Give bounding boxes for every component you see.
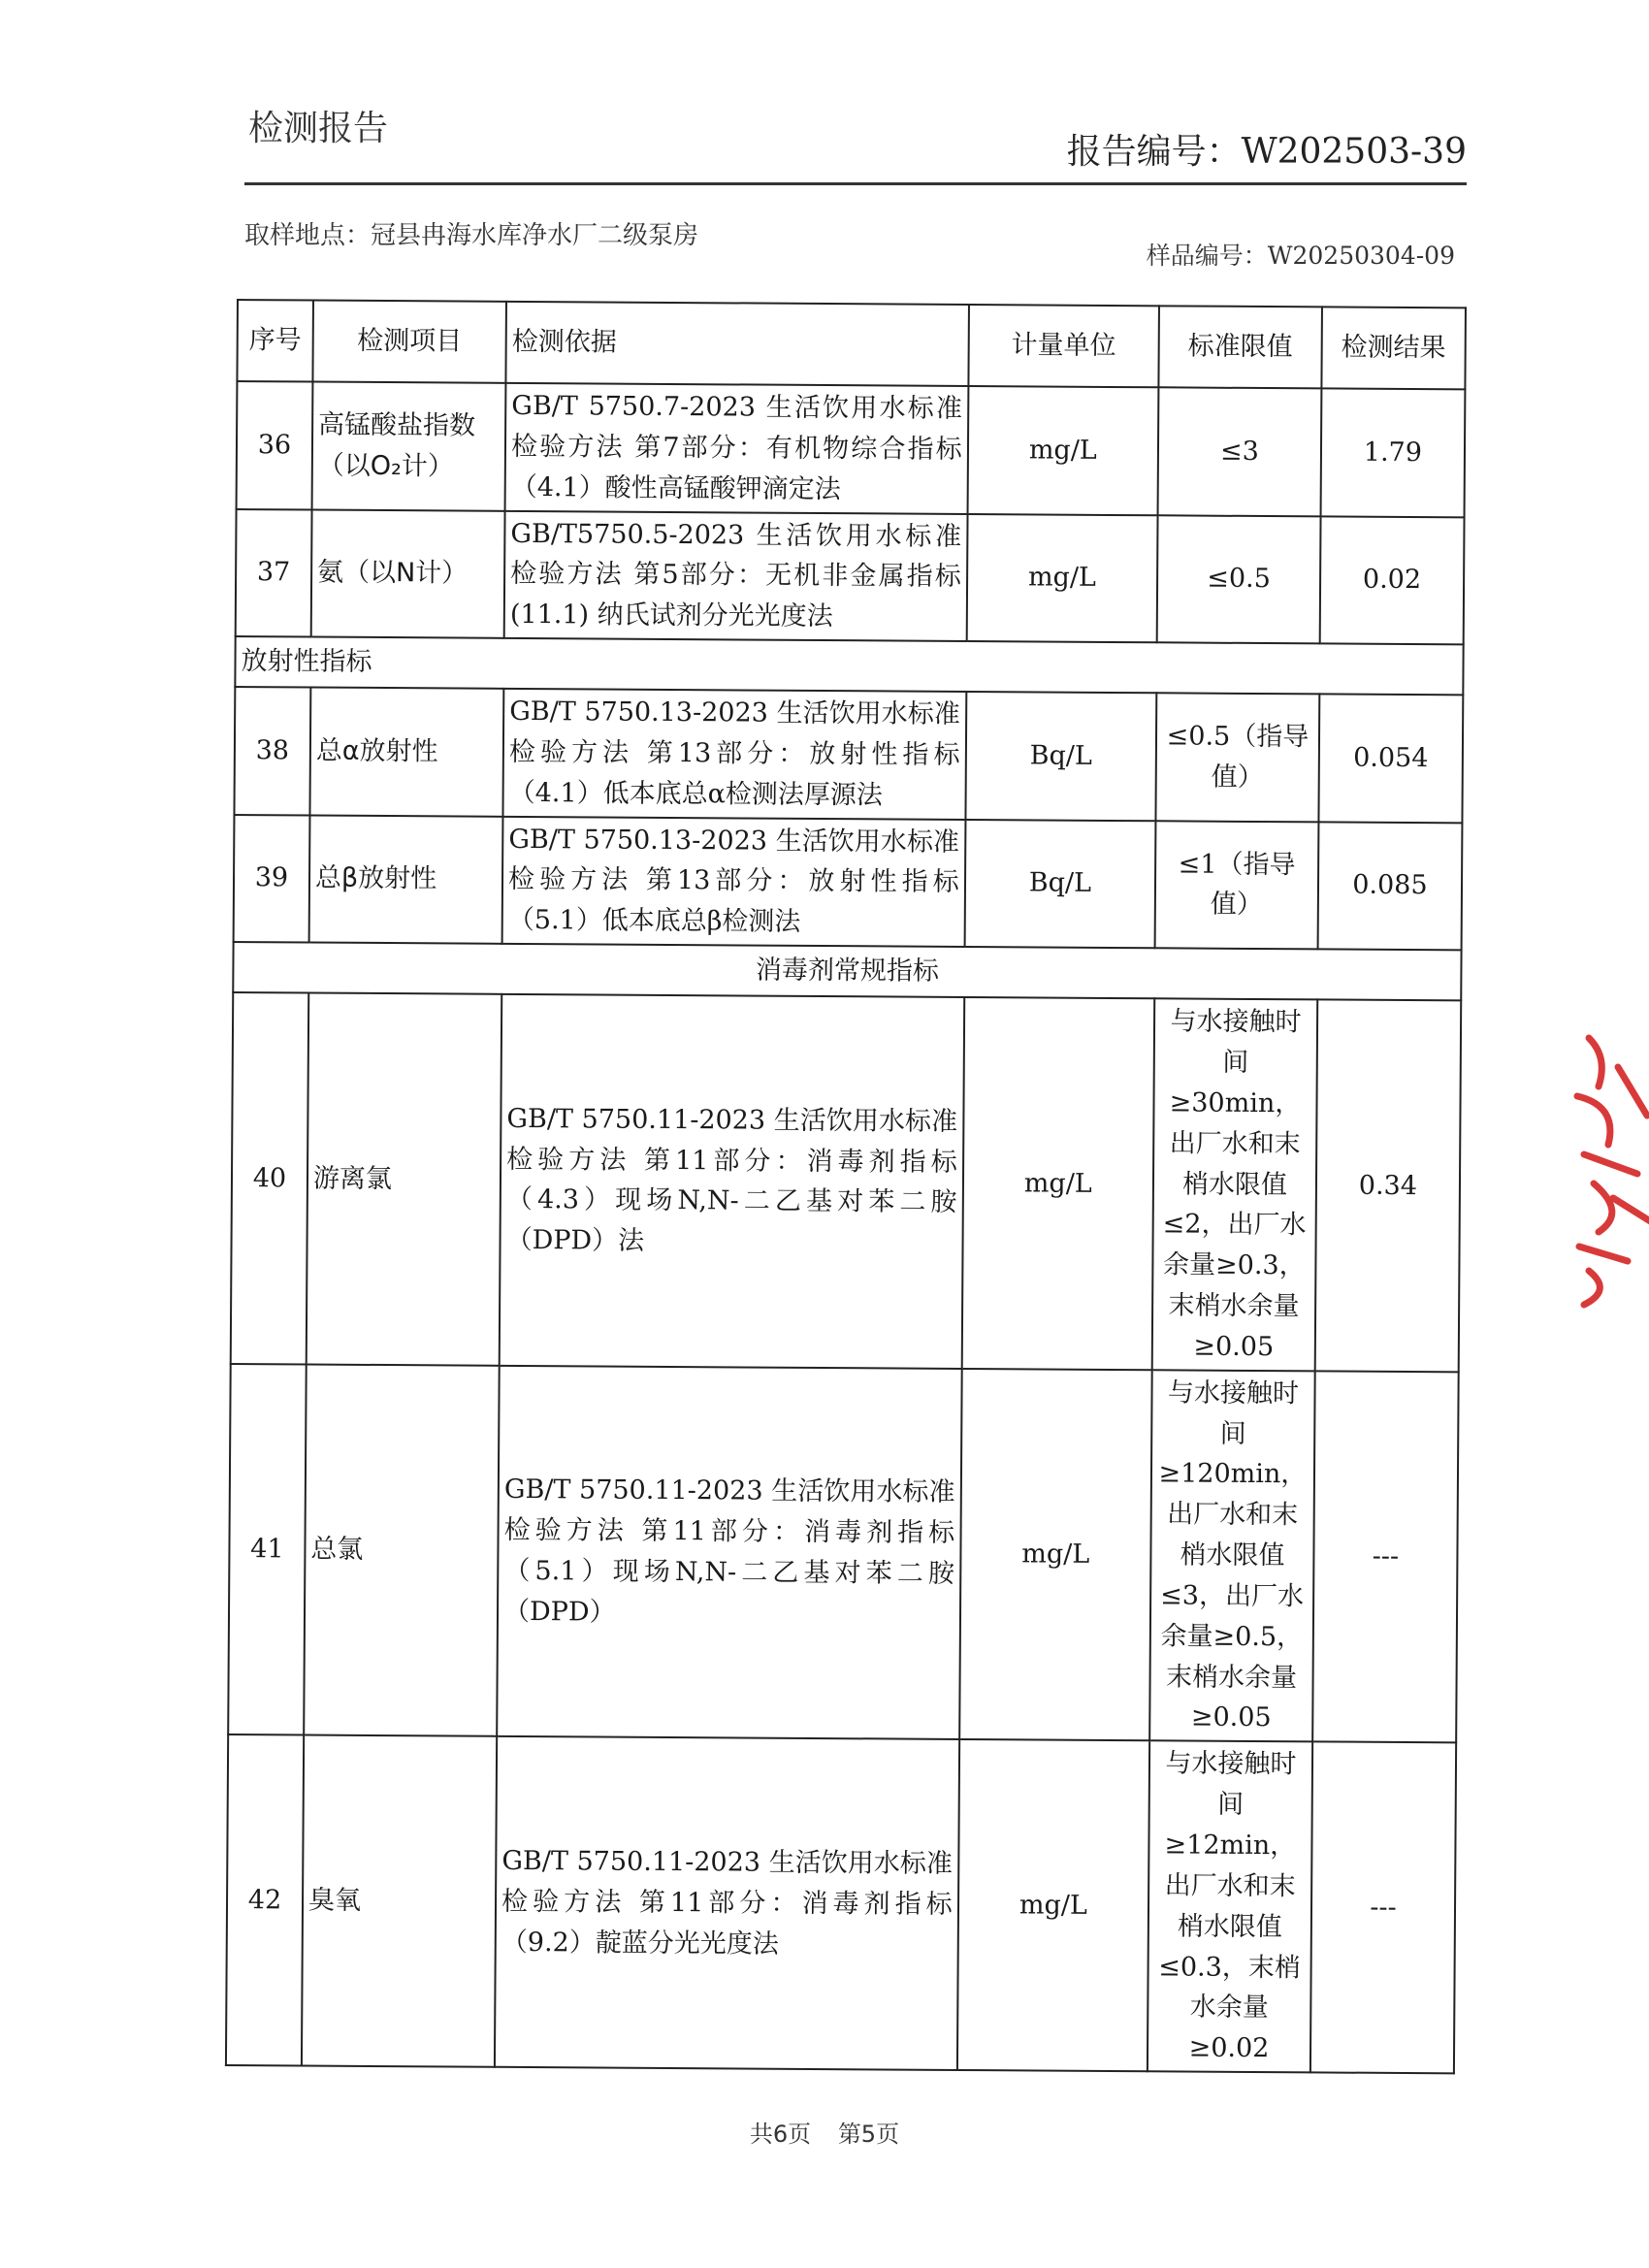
section-radioactivity: 放射性指标 <box>235 636 1463 695</box>
test-method: GB/T 5750.11-2023 生活饮用水标准检验方法 第11部分：消毒剂指标（4.3）现场N,N-二乙基对苯二胺（DPD）法 <box>500 994 964 1369</box>
total-pages: 共6页 <box>749 2121 812 2148</box>
col-header-no: 序号 <box>237 300 312 382</box>
test-item: 氨（以N计） <box>311 509 505 638</box>
col-header-unit: 计量单位 <box>968 305 1159 387</box>
report-title: 检测报告 <box>248 109 389 148</box>
table-row <box>234 815 1463 951</box>
standard-limit: ≤1（指导值） <box>1155 821 1319 950</box>
report-number: 报告编号：W202503-39 <box>1066 132 1467 172</box>
unit: mg/L <box>961 997 1154 1370</box>
test-result: --- <box>1312 1371 1459 1743</box>
unit: mg/L <box>966 514 1157 643</box>
col-header-item: 检测项目 <box>312 301 506 383</box>
table-row <box>228 1364 1459 1743</box>
test-method: GB/T5750.5-2023 生活饮用水标准检验方法 第5部分：无机非金属指标(11.1) 纳氏试剂分光光度法 <box>504 510 967 641</box>
standard-limit: 与水接触时间≥120min，出厂水和末梢水限值≤3，出厂水余量≥0.5，末梢水余量≥0.05 <box>1149 1370 1314 1742</box>
section-disinfectant: 消毒剂常规指标 <box>233 942 1461 1000</box>
sampling-site: 取样地点：冠县冉海水库净水厂二级泵房 <box>244 221 699 250</box>
table-row <box>226 1734 1456 2073</box>
test-result: 0.02 <box>1320 516 1465 645</box>
standard-limit: ≤3 <box>1158 387 1322 516</box>
test-results-table <box>225 299 1467 2074</box>
col-header-limit: 标准限值 <box>1158 306 1321 388</box>
current-page: 第5页 <box>837 2121 900 2148</box>
test-item: 总α放射性 <box>309 688 503 817</box>
test-result: 0.054 <box>1318 694 1463 823</box>
row-number: 38 <box>234 687 310 815</box>
standard-limit: 与水接触时间≥30min，出厂水和末梢水限值≤2，出厂水余量≥0.3，末梢水余量≥0.05 <box>1152 998 1317 1371</box>
test-method: GB/T 5750.11-2023 生活饮用水标准检验方法 第11部分：消毒剂指标（5.1）现场N,N-二乙基对苯二胺（DPD） <box>497 1366 961 1740</box>
red-seal-icon <box>1569 1028 1649 1310</box>
row-number: 40 <box>231 992 308 1364</box>
test-result: --- <box>1310 1742 1456 2074</box>
col-header-result: 检测结果 <box>1321 307 1466 389</box>
table-row <box>236 509 1465 645</box>
test-result: 1.79 <box>1320 388 1465 517</box>
col-header-method: 检测依据 <box>505 302 968 386</box>
page-footer <box>0 2115 1649 2149</box>
test-method: GB/T 5750.11-2023 生活饮用水标准检验方法 第11部分：消毒剂指标（9.2）靛蓝分光光度法 <box>495 1736 959 2070</box>
row-number: 41 <box>228 1364 306 1735</box>
test-method: GB/T 5750.13-2023 生活饮用水标准检验方法 第13部分：放射性指标（5.1）低本底总β检测法 <box>502 816 965 947</box>
unit: mg/L <box>957 1739 1150 2071</box>
test-item: 臭氧 <box>302 1735 497 2067</box>
test-method: GB/T 5750.7-2023 生活饮用水标准检验方法 第7部分：有机物综合指标（4.1）酸性高锰酸钾滴定法 <box>505 383 968 514</box>
row-number: 42 <box>226 1734 304 2065</box>
standard-limit: ≤0.5 <box>1157 515 1321 644</box>
test-item: 游离氯 <box>307 993 502 1366</box>
standard-limit: 与水接触时间≥12min，出厂水和末梢水限值≤0.3，末梢水余量≥0.02 <box>1148 1741 1312 2073</box>
table-row <box>234 687 1463 823</box>
row-number: 39 <box>234 815 310 943</box>
section-row <box>235 636 1463 695</box>
standard-limit: ≤0.5（指导值） <box>1156 693 1320 822</box>
unit: Bq/L <box>965 692 1156 821</box>
unit: mg/L <box>967 386 1158 515</box>
row-number: 37 <box>236 509 312 637</box>
section-row <box>233 942 1461 1000</box>
unit: mg/L <box>959 1369 1152 1741</box>
table-header-row <box>237 300 1466 389</box>
test-result: 0.085 <box>1317 822 1462 951</box>
test-method: GB/T 5750.13-2023 生活饮用水标准检验方法 第13部分：放射性指标（4.1）低本底总α检测法厚源法 <box>503 689 966 820</box>
header-divider <box>244 182 1467 185</box>
table-row <box>231 992 1462 1372</box>
test-item: 高锰酸盐指数（以O₂计） <box>311 382 505 511</box>
test-item: 总氯 <box>304 1364 500 1736</box>
sample-number: 样品编号：W20250304-09 <box>1146 242 1455 270</box>
unit: Bq/L <box>964 820 1155 949</box>
test-result: 0.34 <box>1315 1000 1462 1373</box>
row-number: 36 <box>237 381 313 509</box>
test-item: 总β放射性 <box>309 815 503 944</box>
table-row <box>237 381 1466 517</box>
